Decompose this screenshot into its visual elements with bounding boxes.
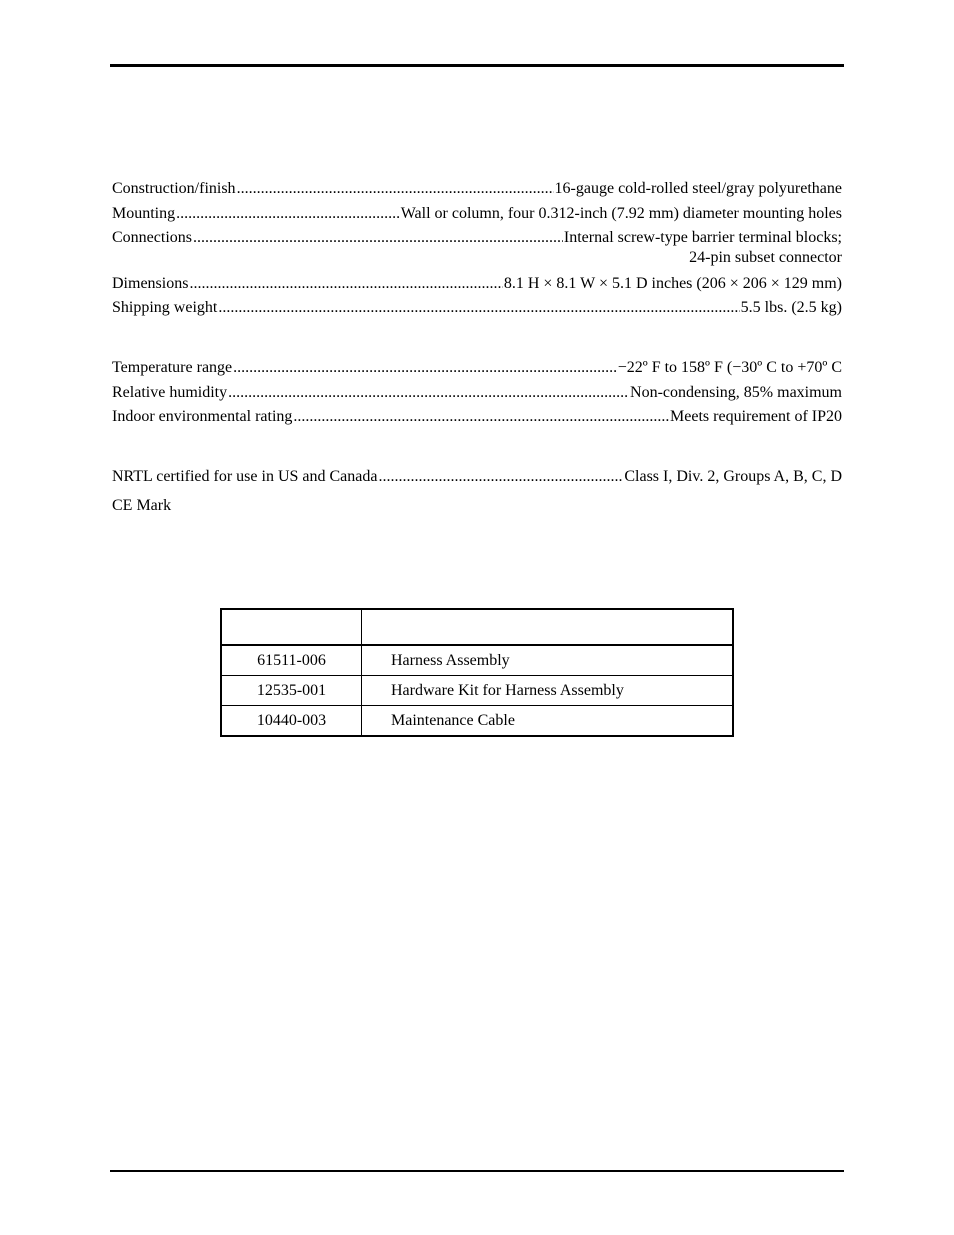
description-cell: Maintenance Cable bbox=[362, 706, 734, 737]
spec-value: Internal screw-type barrier terminal blocks; bbox=[563, 229, 842, 246]
spec-value: Wall or column, four 0.312-inch (7.92 mm) diameter mounting holes bbox=[400, 205, 842, 222]
dot-leader bbox=[237, 180, 554, 198]
spec-value-continuation: 24-pin subset connector bbox=[689, 249, 842, 266]
spec-value: 8.1 H × 8.1 W × 5.1 D inches (206 × 206 × 129 mm) bbox=[503, 275, 842, 292]
spec-connections bbox=[112, 229, 842, 247]
spec-environmental-rating bbox=[112, 408, 842, 426]
spec-value: 5.5 lbs. (2.5 kg) bbox=[740, 299, 842, 316]
table-header-row bbox=[221, 609, 733, 645]
parts-table bbox=[220, 608, 734, 737]
table-row bbox=[221, 676, 733, 706]
spec-humidity bbox=[112, 384, 842, 402]
part-number-cell: 10440-003 bbox=[221, 706, 362, 737]
spec-value: Class I, Div. 2, Groups A, B, C, D bbox=[624, 468, 842, 485]
part-number-cell: 61511-006 bbox=[221, 645, 362, 676]
description-cell: Hardware Kit for Harness Assembly bbox=[362, 676, 734, 706]
spec-mounting bbox=[112, 205, 842, 223]
description-cell: Harness Assembly bbox=[362, 645, 734, 676]
spec-label: Connections bbox=[112, 229, 192, 246]
spec-value: −22º F to 158º F (−30º C to +70º C bbox=[617, 359, 842, 376]
spec-label: Shipping weight bbox=[112, 299, 218, 316]
spec-construction bbox=[112, 180, 842, 198]
footer-rule bbox=[110, 1170, 844, 1172]
spec-label: Indoor environmental rating bbox=[112, 408, 293, 425]
table-row bbox=[221, 645, 733, 676]
spec-nrtl bbox=[112, 468, 842, 486]
spec-label: Relative humidity bbox=[112, 384, 228, 401]
ce-mark: CE Mark bbox=[112, 497, 172, 514]
spec-shipping-weight bbox=[112, 299, 842, 317]
spec-label: Construction/finish bbox=[112, 180, 236, 197]
spec-value: 16-gauge cold-rolled steel/gray polyurethane bbox=[554, 180, 842, 197]
spec-label: Temperature range bbox=[112, 359, 233, 376]
dot-leader bbox=[228, 384, 629, 402]
header-part-number bbox=[221, 609, 362, 645]
dot-leader bbox=[176, 205, 400, 223]
dot-leader bbox=[218, 299, 739, 317]
table-row bbox=[221, 706, 733, 737]
dot-leader bbox=[189, 275, 502, 293]
spec-dimensions bbox=[112, 275, 842, 293]
dot-leader bbox=[233, 359, 617, 377]
header-rule bbox=[110, 64, 844, 67]
dot-leader bbox=[378, 468, 623, 486]
spec-label: Mounting bbox=[112, 205, 176, 222]
part-number-cell: 12535-001 bbox=[221, 676, 362, 706]
spec-value: Non-condensing, 85% maximum bbox=[630, 384, 842, 401]
spec-label: NRTL certified for use in US and Canada bbox=[112, 468, 378, 485]
dot-leader bbox=[193, 229, 563, 247]
spec-temperature bbox=[112, 359, 842, 377]
header-description bbox=[362, 609, 734, 645]
spec-value: Meets requirement of IP20 bbox=[670, 408, 842, 425]
dot-leader bbox=[293, 408, 669, 426]
spec-label: Dimensions bbox=[112, 275, 189, 292]
